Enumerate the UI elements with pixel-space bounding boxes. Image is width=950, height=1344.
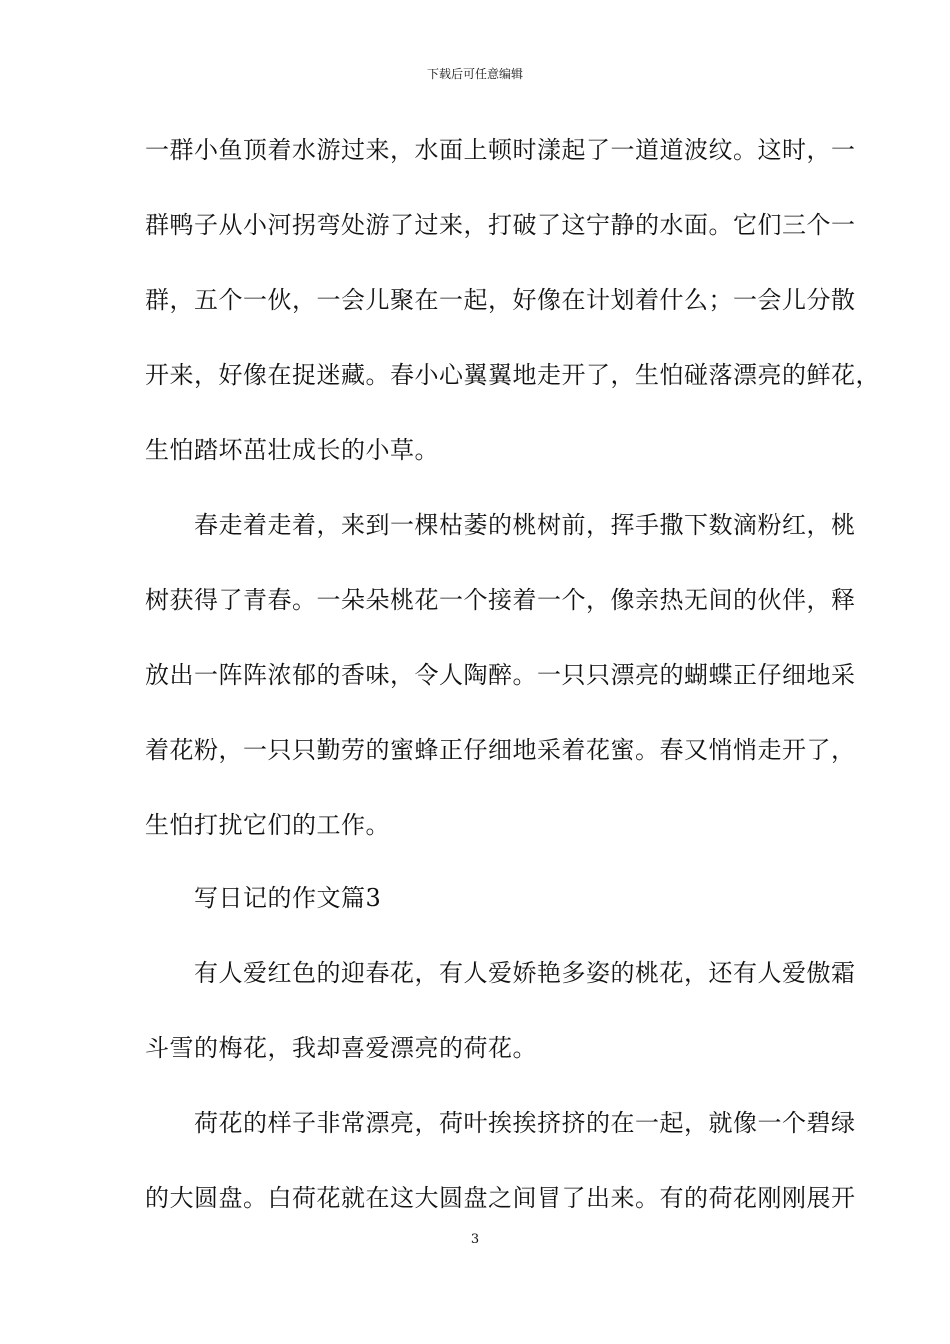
text-line: 群鸭子从小河拐弯处游了过来，打破了这宁静的水面。它们三个一 <box>145 211 856 239</box>
text-line: 的大圆盘。白荷花就在这大圆盘之间冒了出来。有的荷花刚刚展开 <box>145 1184 856 1212</box>
page-header: 下载后可任意编辑 <box>426 67 523 81</box>
text-line: 树获得了青春。一朵朵桃花一个接着一个，像亲热无间的伙伴，释 <box>145 586 856 614</box>
text-line: 生怕打扰它们的工作。 <box>145 811 390 839</box>
text-line: 着花粉，一只只勤劳的蜜蜂正仔细地采着花蜜。春又悄悄走开了， <box>145 736 856 764</box>
text-line: 开来，好像在捉迷藏。春小心翼翼地走开了，生怕碰落漂亮的鲜花， <box>145 361 880 389</box>
section-heading: 写日记的作文篇3 <box>145 884 382 912</box>
text-line: 斗雪的梅花，我却喜爱漂亮的荷花。 <box>145 1034 537 1062</box>
text-line: 生怕踏坏茁壮成长的小草。 <box>145 436 439 464</box>
text-line: 放出一阵阵浓郁的香味，令人陶醉。一只只漂亮的蝴蝶正仔细地采 <box>145 661 856 689</box>
text-line: 荷花的样子非常漂亮，荷叶挨挨挤挤的在一起，就像一个碧绿 <box>145 1109 856 1137</box>
page-number: 3 <box>470 1232 480 1247</box>
text-line: 一群小鱼顶着水游过来，水面上顿时漾起了一道道波纹。这时，一 <box>145 136 856 164</box>
text-line: 春走着走着，来到一棵枯萎的桃树前，挥手撒下数滴粉红，桃 <box>145 511 856 539</box>
text-line: 群，五个一伙，一会儿聚在一起，好像在计划着什么；一会儿分散 <box>145 286 856 314</box>
text-line: 有人爱红色的迎春花，有人爱娇艳多姿的桃花，还有人爱傲霜 <box>145 959 856 987</box>
